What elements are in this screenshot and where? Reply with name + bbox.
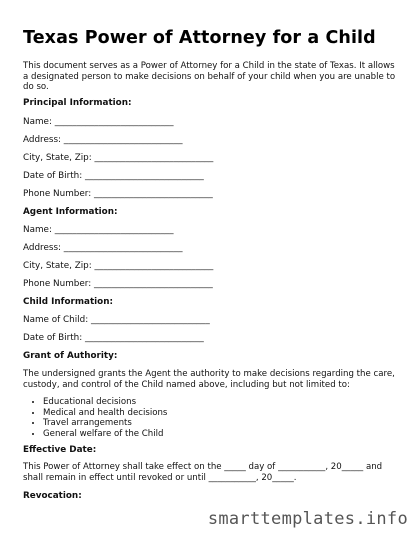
list-item: • Educational decisions xyxy=(43,397,167,408)
principal-name-field: Name: ___________________________ xyxy=(23,117,174,127)
principal-address-field: Address: ___________________________ xyxy=(23,135,183,145)
child-heading: Child Information: xyxy=(23,297,114,307)
principal-city-field: City, State, Zip: ___________________________ xyxy=(23,153,214,163)
list-item: • General welfare of the Child xyxy=(43,429,167,440)
agent-heading: Agent Information: xyxy=(23,207,118,217)
site-watermark: smarttemplates.info xyxy=(207,509,408,529)
document-title: Texas Power of Attorney for a Child xyxy=(23,28,376,48)
child-name-field: Name of Child: ___________________________ xyxy=(23,315,210,325)
effective-paragraph: This Power of Attorney shall take effect on the _____ day of ___________, 20_____ and shall remain in effect until revoked or until ___________, 20_____. xyxy=(23,462,383,483)
agent-city-field: City, State, Zip: ___________________________ xyxy=(23,261,214,271)
child-dob-field: Date of Birth: ___________________________ xyxy=(23,333,204,343)
authority-list xyxy=(31,397,167,439)
principal-dob-field: Date of Birth: ___________________________ xyxy=(23,171,204,181)
agent-phone-field: Phone Number: ___________________________ xyxy=(23,279,213,289)
grant-heading: Grant of Authority: xyxy=(23,351,118,361)
principal-phone-field: Phone Number: ___________________________ xyxy=(23,189,213,199)
agent-address-field: Address: ___________________________ xyxy=(23,243,183,253)
principal-heading: Principal Information: xyxy=(23,98,132,108)
intro-paragraph: This document serves as a Power of Attorney for a Child in the state of Texas. It allows a designated person to make decisions on behalf of your child when you are unable to do so. xyxy=(23,61,396,93)
effective-heading: Effective Date: xyxy=(23,445,97,455)
revocation-heading: Revocation: xyxy=(23,491,82,501)
list-item: • Medical and health decisions xyxy=(43,408,167,419)
list-item: • Travel arrangements xyxy=(43,418,167,429)
agent-name-field: Name: ___________________________ xyxy=(23,225,174,235)
grant-paragraph: The undersigned grants the Agent the authority to make decisions regarding the care, custody, and control of the Child named above, including but not limited to: xyxy=(23,369,395,390)
